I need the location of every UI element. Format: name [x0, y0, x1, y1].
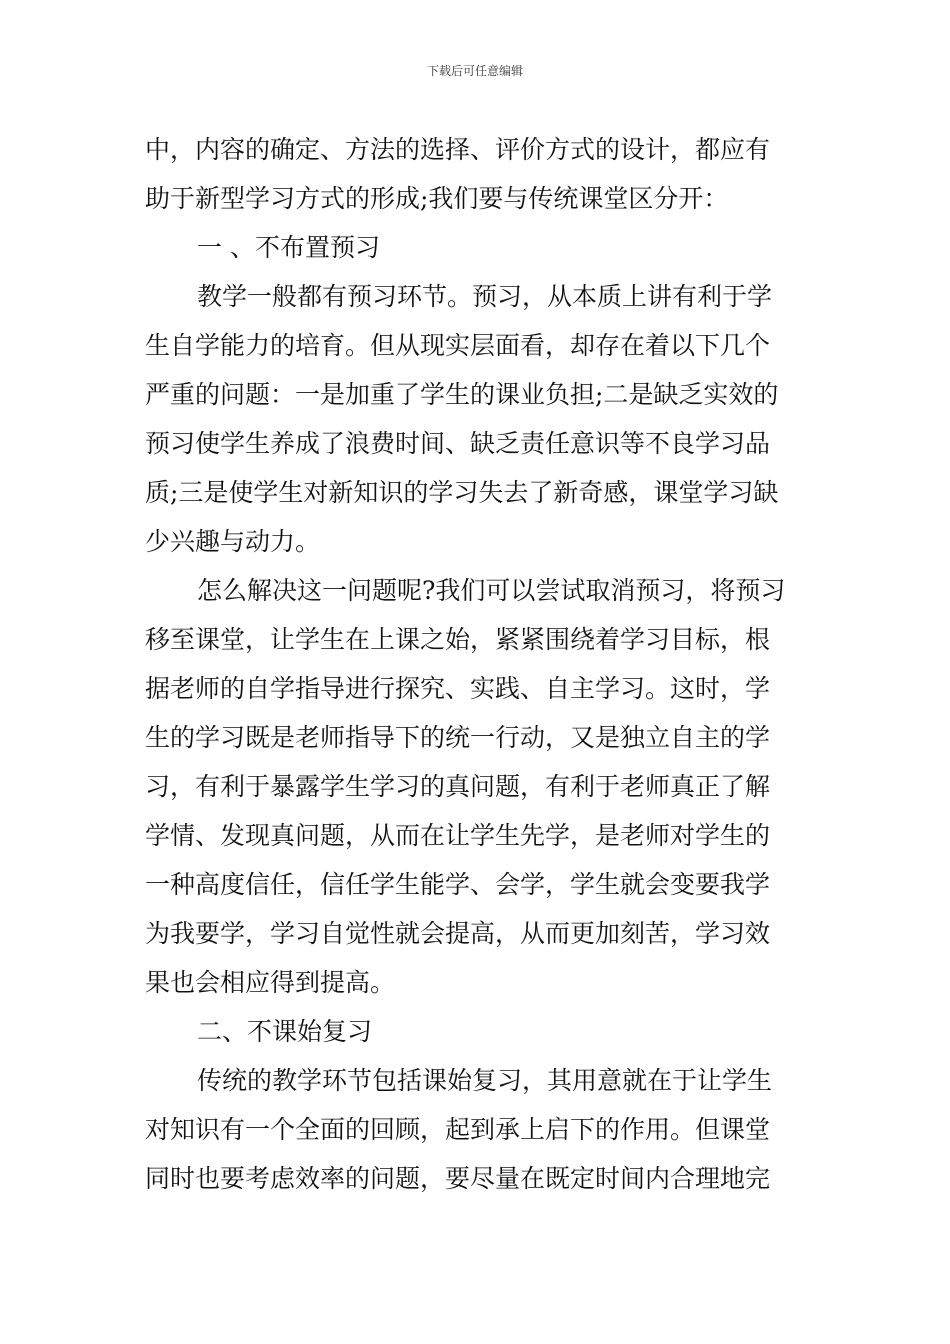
text-line: 移至课堂，让学生在上课之始，紧紧围绕着学习目标，根: [145, 625, 771, 654]
text-line: 助于新型学习方式的形成;我们要与传统课堂区分开：: [145, 184, 729, 213]
text-line: 质;三是使学生对新知识的学习失去了新奇感，课堂学习缺: [145, 478, 779, 507]
section-heading: 二、不课始复习: [197, 1017, 373, 1046]
text-line: 据老师的自学指导进行探究、实践、自主学习。这时，学: [145, 674, 771, 703]
text-line: 习，有利于暴露学生学习的真问题，有利于老师真正了解: [145, 772, 771, 801]
text-line: 严重的问题：一是加重了学生的课业负担;二是缺乏实效的: [145, 380, 779, 409]
text-line: 为我要学，学习自觉性就会提高，从而更加刻苦，学习效: [145, 919, 771, 948]
body-text: [145, 125, 807, 1203]
text-line: 少兴趣与动力。: [145, 527, 321, 556]
text-line: 传统的教学环节包括课始复习，其用意就在于让学生: [197, 1066, 773, 1095]
section-heading: 一 、不布置预习: [197, 233, 380, 262]
text-line: 果也会相应得到提高。: [145, 968, 396, 997]
text-line: 怎么解决这一问题呢?我们可以尝试取消预习，将预习: [197, 576, 786, 605]
page-header: 下载后可任意编辑: [426, 64, 523, 78]
text-line: 教学一般都有预习环节。预习，从本质上讲有利于学: [197, 282, 773, 311]
text-line: 预习使学生养成了浪费时间、缺乏责任意识等不良学习品: [145, 429, 771, 458]
text-line: 学情、发现真问题，从而在让学生先学，是老师对学生的: [145, 821, 771, 850]
text-line: 中，内容的确定、方法的选择、评价方式的设计，都应有: [145, 135, 771, 164]
text-line: 对知识有一个全面的回顾，起到承上启下的作用。但课堂: [145, 1115, 771, 1144]
text-line: 生自学能力的培育。但从现实层面看，却存在着以下几个: [145, 331, 771, 360]
text-line: 一种高度信任，信任学生能学、会学，学生就会变要我学: [145, 870, 771, 899]
text-line: 同时也要考虑效率的问题，要尽量在既定时间内合理地完: [145, 1164, 771, 1193]
text-line: 生的学习既是老师指导下的统一行动，又是独立自主的学: [145, 723, 771, 752]
